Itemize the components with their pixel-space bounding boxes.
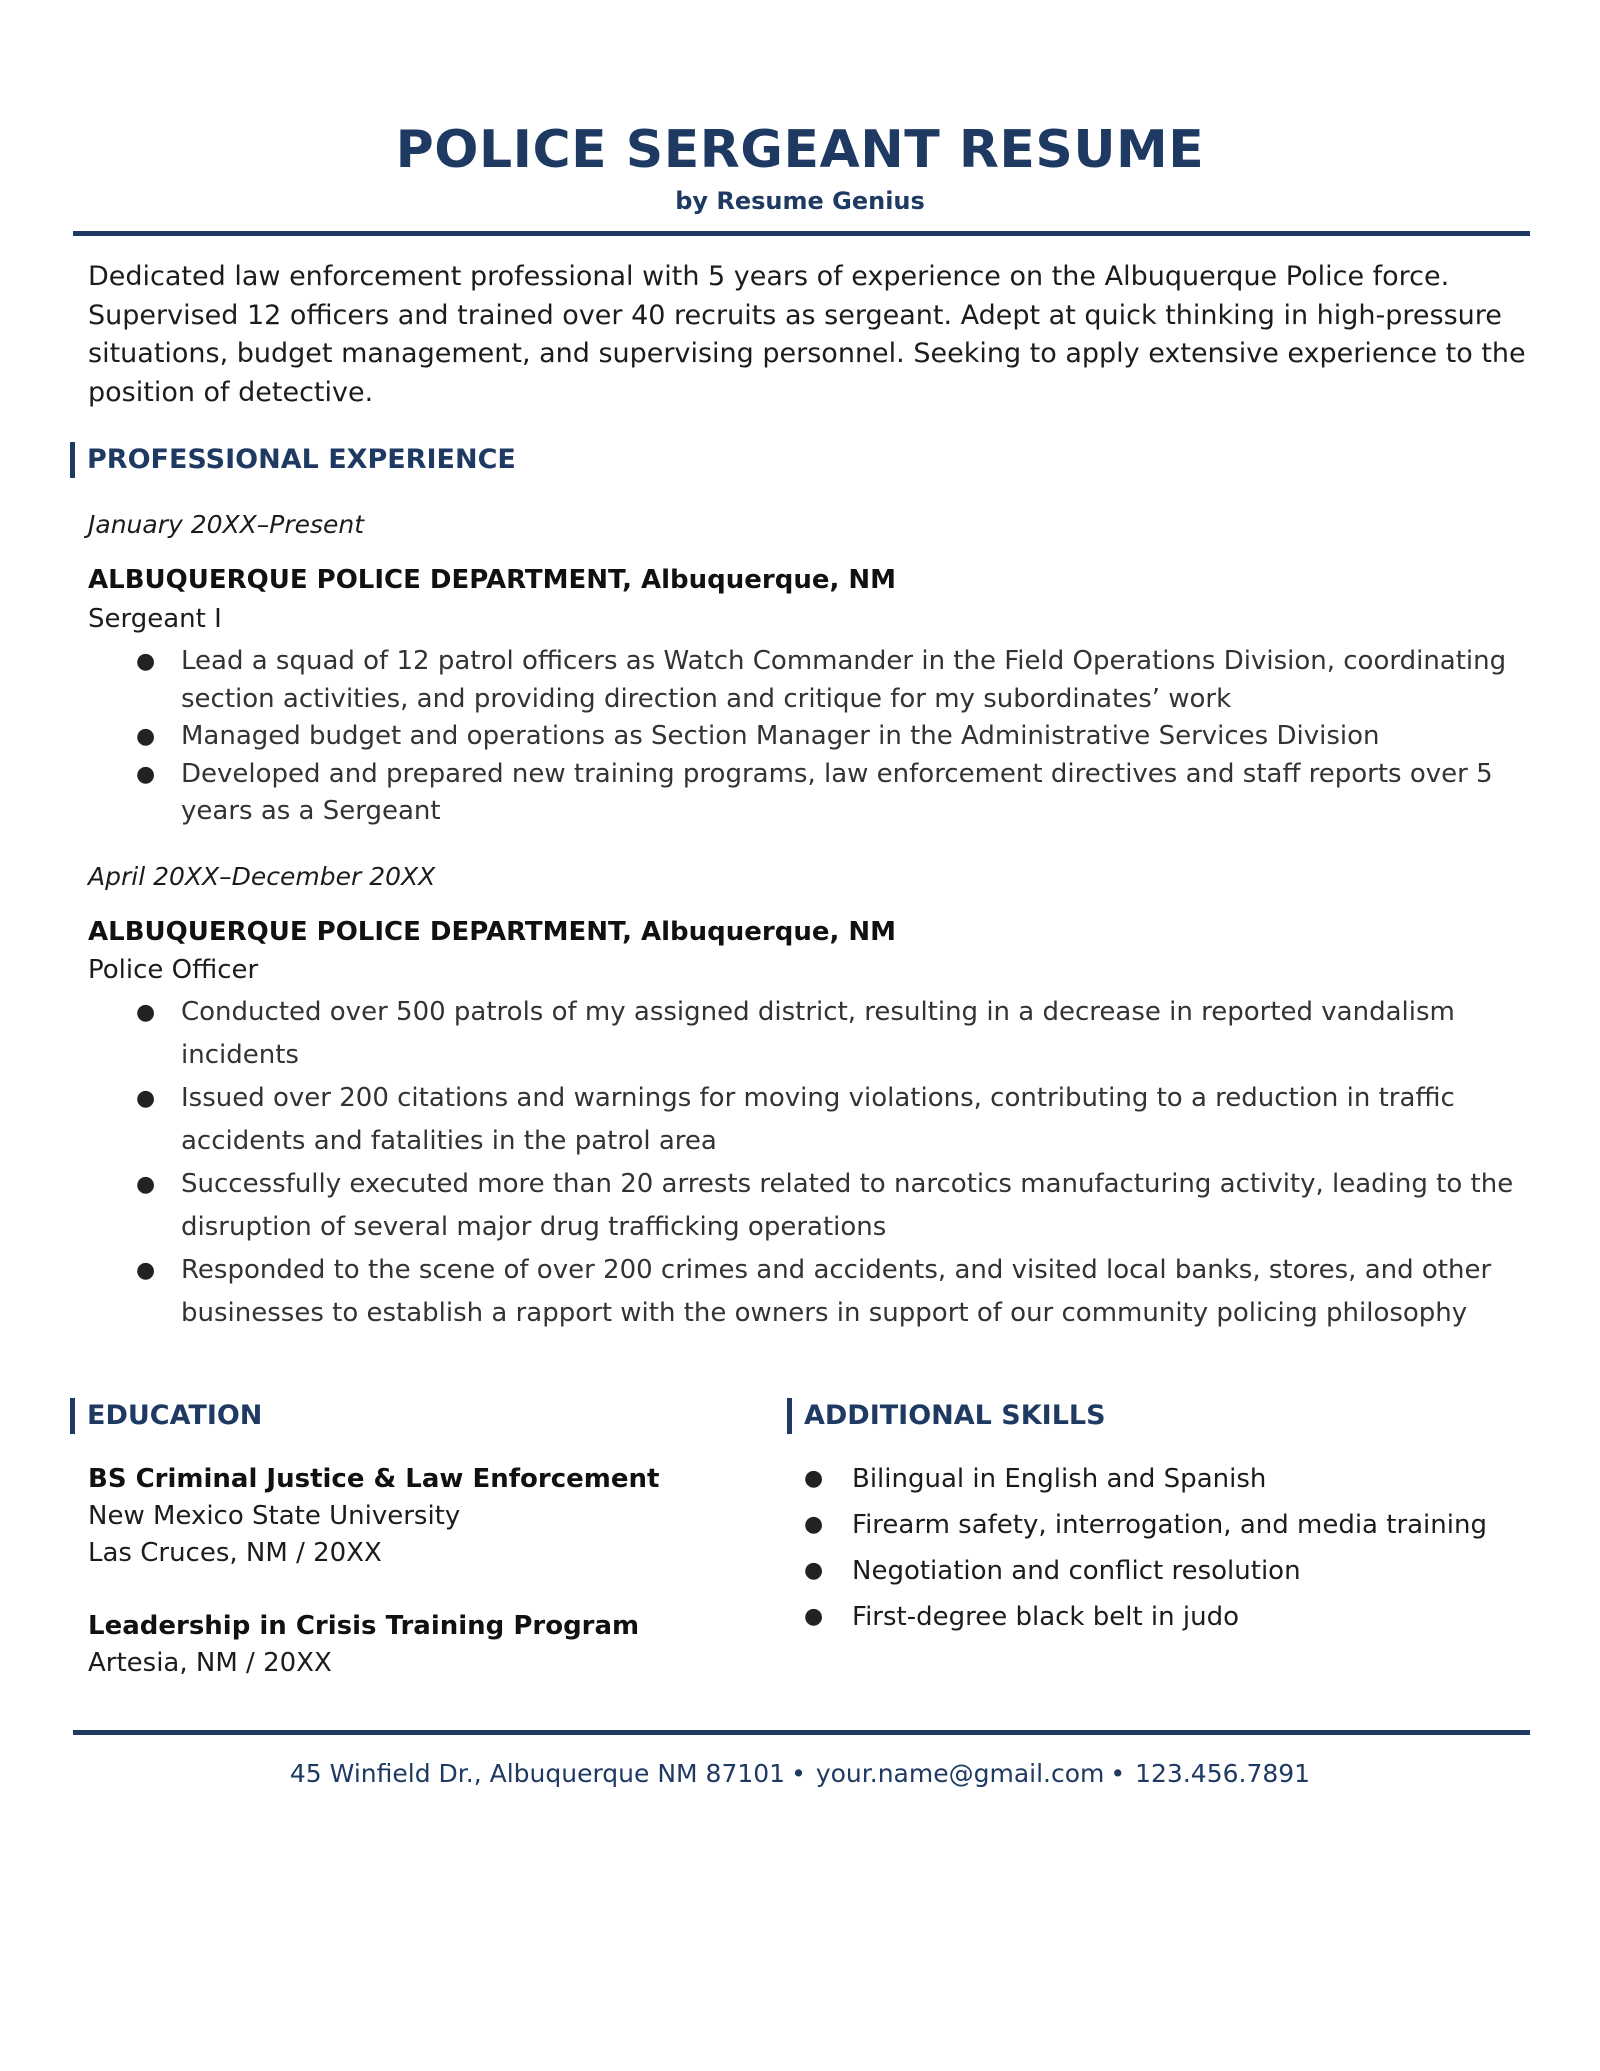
list-item — [88, 718, 1528, 756]
experience-heading: PROFESSIONAL EXPERIENCE — [70, 442, 516, 478]
job-2-bullets — [88, 991, 1528, 1335]
bullet-icon: ● — [136, 1258, 156, 1283]
skill-text: Negotiation and conflict resolution — [852, 1556, 1301, 1586]
list-item — [804, 1456, 1524, 1502]
bullet-text: Lead a squad of 12 patrol officers as Watch Commander in the Field Operations Division, coordinating section activities, and providing direction and critique for my subordinates’ work — [181, 646, 1507, 714]
list-item — [804, 1502, 1524, 1548]
list-item — [88, 1249, 1528, 1335]
contact-phone: 123.456.7891 — [1135, 1759, 1311, 1788]
bullet-icon: ● — [804, 1512, 824, 1537]
separator-dot: • — [791, 1759, 806, 1788]
bullet-icon: ● — [136, 761, 156, 787]
list-item — [88, 756, 1528, 831]
bullet-icon: ● — [804, 1558, 824, 1583]
bullet-text: Successfully executed more than 20 arrests related to narcotics manufacturing activity, leading to the disruption of several major drug trafficking operations — [181, 1169, 1514, 1242]
contact-address: 45 Winfield Dr., Albuquerque NM 87101 — [289, 1759, 786, 1788]
education-1-school: New Mexico State University — [88, 1501, 461, 1531]
bullet-icon: ● — [804, 1604, 824, 1629]
education-1-degree: BS Criminal Justice & Law Enforcement — [88, 1464, 660, 1494]
education-2-degree: Leadership in Crisis Training Program — [88, 1611, 640, 1641]
skill-text: First-degree black belt in judo — [852, 1602, 1240, 1632]
job-1-bullets — [88, 643, 1528, 831]
list-item — [88, 991, 1528, 1077]
bullet-text: Managed budget and operations as Section Manager in the Administrative Services Division — [181, 721, 1380, 751]
education-2-location: Artesia, NM / 20XX — [88, 1648, 332, 1678]
bullet-icon: ● — [136, 649, 156, 674]
bullet-icon: ● — [804, 1466, 824, 1491]
skills-heading: ADDITIONAL SKILLS — [787, 1398, 1106, 1434]
separator-dot: • — [1110, 1759, 1126, 1788]
list-item — [88, 1077, 1528, 1163]
resume-byline: by Resume Genius — [675, 187, 925, 215]
bullet-icon: ● — [136, 1172, 156, 1197]
list-item — [804, 1594, 1524, 1640]
bullet-icon: ● — [136, 1086, 156, 1111]
professional-summary: Dedicated law enforcement professional with 5 years of experience on the Albuquerque Police force. Supervised 12 officers and trained over 40 recruits as sergeant. Adept at quick thinking in high-pressure situations, budget management, and supervising personnel. Seeking to apply extensive experience to the position of detective. — [88, 261, 1526, 408]
list-item — [804, 1548, 1524, 1594]
bullet-icon: ● — [136, 1000, 156, 1025]
list-item — [88, 1163, 1528, 1249]
skills-list — [804, 1456, 1524, 1640]
job-1-dates: January 20XX–Present — [88, 510, 365, 539]
contact-footer — [0, 1756, 1600, 1792]
skill-text: Firearm safety, interrogation, and media training — [852, 1510, 1487, 1540]
bullet-text: Developed and prepared new training programs, law enforcement directives and staff reports over 5 years as a Sergeant — [181, 758, 1493, 826]
bullet-text: Conducted over 500 patrols of my assigned district, resulting in a decrease in reported vandalism incidents — [181, 997, 1455, 1070]
list-item — [88, 643, 1528, 718]
footer-divider — [73, 1730, 1530, 1735]
bullet-text: Responded to the scene of over 200 crimes and accidents, and visited local banks, stores, and other businesses to establish a rapport with the owners in support of our community policing philosophy — [181, 1255, 1492, 1328]
job-2-role: Police Officer — [88, 955, 259, 985]
contact-email[interactable]: your.name@gmail.com — [815, 1759, 1105, 1788]
header-divider — [73, 231, 1530, 236]
job-1-employer: ALBUQUERQUE POLICE DEPARTMENT, Albuquerque, NM — [88, 565, 897, 595]
resume-title: POLICE SERGEANT RESUME — [395, 120, 1205, 180]
job-1-role: Sergeant I — [88, 604, 222, 634]
bullet-text: Issued over 200 citations and warnings for moving violations, contributing to a reduction in traffic accidents and fatalities in the patrol area — [181, 1083, 1455, 1156]
bullet-icon: ● — [136, 724, 156, 749]
skill-text: Bilingual in English and Spanish — [852, 1464, 1267, 1494]
job-2-dates: April 20XX–December 20XX — [88, 862, 436, 891]
education-1-location: Las Cruces, NM / 20XX — [88, 1538, 382, 1568]
education-heading: EDUCATION — [70, 1398, 262, 1434]
job-2-employer: ALBUQUERQUE POLICE DEPARTMENT, Albuquerque, NM — [88, 917, 897, 947]
